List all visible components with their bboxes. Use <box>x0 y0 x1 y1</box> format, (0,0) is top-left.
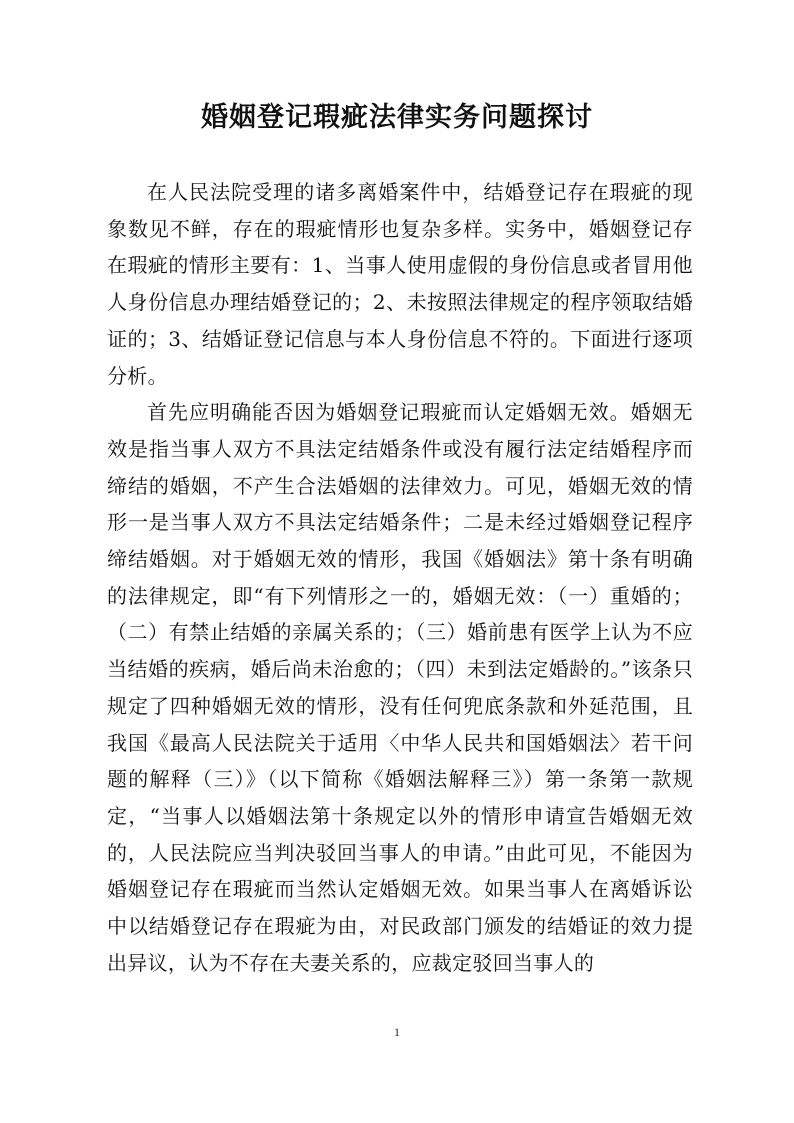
document-title: 婚姻登记瑕疵法律实务问题探讨 <box>201 102 593 133</box>
paragraph-2: 首先应明确能否因为婚姻登记瑕疵而认定婚姻无效。婚姻无效是指当事人双方不具法定结婚条件或没有履行法定结婚程序而缔结的婚姻，不产生合法婚姻的法律效力。可见，婚姻无效的情形一是当事人双方不具法定结婚条件；二是未经过婚姻登记程序缔结婚姻。对于婚姻无效的情形，我国《婚姻法》第十条有明确的法律规定，即“有下列情形之一的，婚姻无效：（一）重婚的；（二）有禁止结婚的亲属关系的；（三）婚前患有医学上认为不应当结婚的疾病，婚后尚未治愈的；（四）未到法定婚龄的。”该条只规定了四种婚姻无效的情形，没有任何兜底条款和外延范围，且我国《最高人民法院关于适用〈中华人民共和国婚姻法〉若干问题的解释（三）》（以下简称《婚姻法解释三》）第一条第一款规定，“当事人以婚姻法第十条规定以外的情形申请宣告婚姻无效的，人民法院应当判决驳回当事人的申请。”由此可见，不能因为婚姻登记存在瑕疵而当然认定婚姻无效。如果当事人在离婚诉讼中以结婚登记存在瑕疵为由，对民政部门颁发的结婚证的效力提出异议，认为不存在夫妻关系的，应裁定驳回当事人的 <box>107 400 693 975</box>
document-body <box>107 174 693 981</box>
page-number: 1 <box>394 1025 400 1039</box>
paragraph-1: 在人民法院受理的诸多离婚案件中，结婚登记存在瑕疵的现象数见不鲜，存在的瑕疵情形也复杂多样。实务中，婚姻登记存在瑕疵的情形主要有：1、当事人使用虚假的身份信息或者冒用他人身份信息办理结婚登记的；2、未按照法律规定的程序领取结婚证的；3、结婚证登记信息与本人身份信息不符的。下面进行逐项分析。 <box>107 180 693 388</box>
